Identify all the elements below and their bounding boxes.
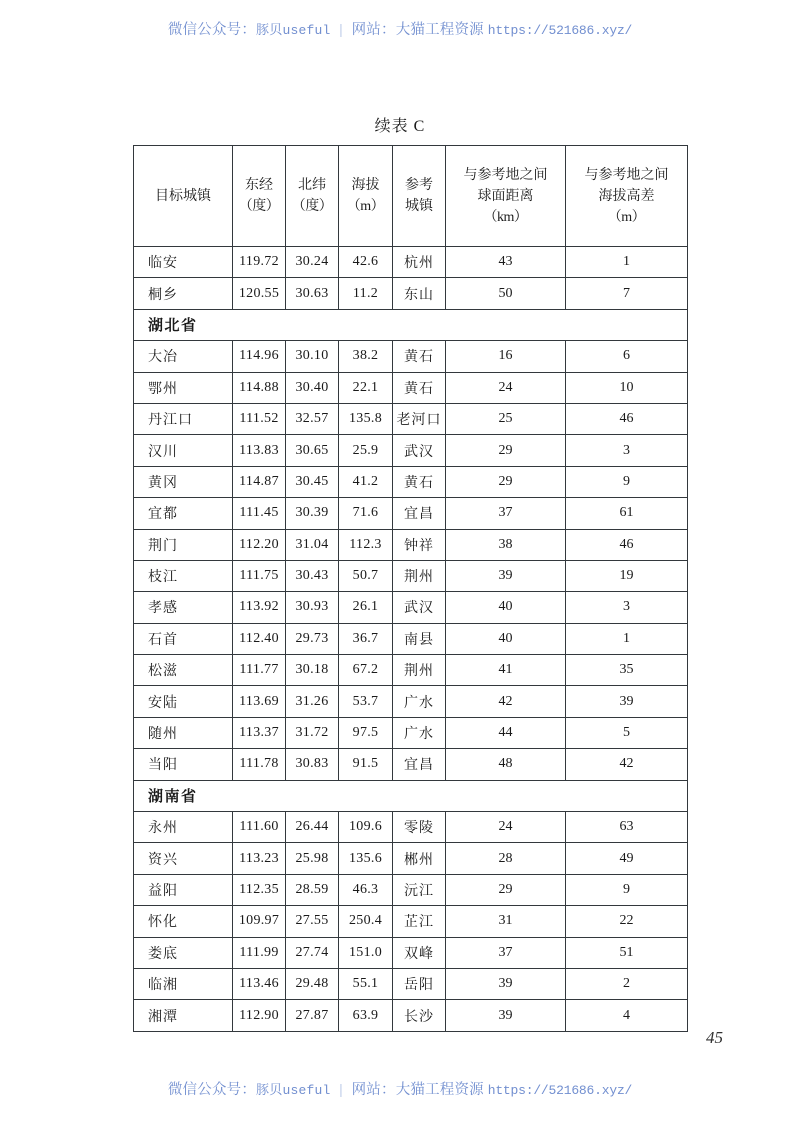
- cell-surface-distance: 31: [446, 906, 566, 937]
- cell-altitude-difference: 35: [566, 655, 688, 686]
- cell-latitude: 25.98: [286, 843, 339, 874]
- cell-latitude: 31.26: [286, 686, 339, 717]
- cell-surface-distance: 16: [446, 341, 566, 372]
- table-row: [134, 937, 688, 968]
- table-row: [134, 843, 688, 874]
- cell-altitude: 55.1: [339, 968, 393, 999]
- cell-reference-city: 杭州: [393, 247, 446, 278]
- col-header-altitude-difference-l3: （m）: [607, 209, 646, 225]
- cell-reference-city: 东山: [393, 278, 446, 309]
- cell-altitude-difference: 7: [566, 278, 688, 309]
- cell-altitude: 250.4: [339, 906, 393, 937]
- col-header-latitude-l2: （度）: [291, 199, 333, 214]
- col-header-longitude: [233, 146, 286, 247]
- cell-altitude: 112.3: [339, 529, 393, 560]
- cell-altitude-difference: 46: [566, 403, 688, 434]
- cell-longitude: 109.97: [233, 906, 286, 937]
- cell-altitude-difference: 63: [566, 812, 688, 843]
- cell-latitude: 30.43: [286, 560, 339, 591]
- table-row: [134, 529, 688, 560]
- cell-target-city: 随州: [134, 717, 233, 748]
- cell-reference-city: 武汉: [393, 592, 446, 623]
- cell-longitude: 111.52: [233, 403, 286, 434]
- cell-altitude-difference: 3: [566, 592, 688, 623]
- cell-altitude: 135.8: [339, 403, 393, 434]
- col-header-altitude: [339, 146, 393, 247]
- cell-reference-city: 黄石: [393, 466, 446, 497]
- cell-latitude: 30.63: [286, 278, 339, 309]
- cell-latitude: 27.74: [286, 937, 339, 968]
- col-header-surface-distance-l2: 球面距离: [477, 188, 534, 204]
- col-header-latitude: [286, 146, 339, 247]
- footer-watermark: [0, 1078, 800, 1099]
- table-title: 续表 C: [374, 118, 426, 135]
- table-row: [134, 592, 688, 623]
- cell-target-city: 娄底: [134, 937, 233, 968]
- cell-longitude: 113.46: [233, 968, 286, 999]
- cell-surface-distance: 40: [446, 623, 566, 654]
- cell-latitude: 30.93: [286, 592, 339, 623]
- cell-surface-distance: 40: [446, 592, 566, 623]
- cell-surface-distance: 29: [446, 874, 566, 905]
- cell-latitude: 30.83: [286, 749, 339, 780]
- cell-longitude: 111.75: [233, 560, 286, 591]
- cell-target-city: 枝江: [134, 560, 233, 591]
- cell-altitude: 11.2: [339, 278, 393, 309]
- cell-target-city: 孝感: [134, 592, 233, 623]
- cell-altitude-difference: 46: [566, 529, 688, 560]
- cell-longitude: 111.99: [233, 937, 286, 968]
- province-header-row: [134, 780, 688, 811]
- cell-latitude: 32.57: [286, 403, 339, 434]
- cell-altitude: 91.5: [339, 749, 393, 780]
- cell-target-city: 桐乡: [134, 278, 233, 309]
- cell-altitude-difference: 61: [566, 498, 688, 529]
- cell-target-city: 怀化: [134, 906, 233, 937]
- header-watermark: [0, 18, 800, 39]
- table-container: [133, 145, 687, 1032]
- cell-reference-city: 广水: [393, 717, 446, 748]
- cell-longitude: 111.45: [233, 498, 286, 529]
- cell-target-city: 鄂州: [134, 372, 233, 403]
- cell-reference-city: 宜昌: [393, 498, 446, 529]
- cell-altitude-difference: 42: [566, 749, 688, 780]
- cell-altitude: 25.9: [339, 435, 393, 466]
- watermark-url: https://521686.xyz/: [487, 1083, 633, 1098]
- cell-altitude: 109.6: [339, 812, 393, 843]
- watermark-separator: |: [339, 1082, 343, 1098]
- cell-altitude: 50.7: [339, 560, 393, 591]
- col-header-reference-city: [393, 146, 446, 247]
- cell-altitude: 22.1: [339, 372, 393, 403]
- cell-altitude-difference: 4: [566, 1000, 688, 1031]
- page-number: 45: [706, 1028, 723, 1047]
- cell-altitude-difference: 9: [566, 466, 688, 497]
- cell-surface-distance: 41: [446, 655, 566, 686]
- cell-latitude: 26.44: [286, 812, 339, 843]
- cell-reference-city: 芷江: [393, 906, 446, 937]
- cell-latitude: 31.04: [286, 529, 339, 560]
- cell-target-city: 临湘: [134, 968, 233, 999]
- cell-longitude: 120.55: [233, 278, 286, 309]
- cell-surface-distance: 37: [446, 937, 566, 968]
- col-header-altitude-difference-l1: 与参考地之间: [584, 167, 669, 183]
- cell-altitude-difference: 22: [566, 906, 688, 937]
- table-row: [134, 623, 688, 654]
- cell-target-city: 石首: [134, 623, 233, 654]
- cell-altitude-difference: 39: [566, 686, 688, 717]
- cell-target-city: 大冶: [134, 341, 233, 372]
- col-header-longitude-l1: 东经: [245, 178, 273, 193]
- cell-reference-city: 老河口: [393, 403, 446, 434]
- table-row: [134, 403, 688, 434]
- col-header-altitude-difference: [566, 146, 688, 247]
- watermark-url: https://521686.xyz/: [487, 23, 633, 38]
- cell-latitude: 30.45: [286, 466, 339, 497]
- watermark-wechat-name: 豚贝useful: [256, 23, 331, 38]
- table-header: [134, 146, 688, 247]
- cell-longitude: 113.69: [233, 686, 286, 717]
- watermark-wechat-label: 微信公众号：: [167, 1082, 257, 1098]
- watermark-site-name: 大猫工程资源: [395, 22, 484, 38]
- cell-altitude-difference: 1: [566, 623, 688, 654]
- cell-altitude-difference: 6: [566, 341, 688, 372]
- watermark-site-name: 大猫工程资源: [395, 1082, 484, 1098]
- cell-longitude: 111.60: [233, 812, 286, 843]
- cell-longitude: 113.23: [233, 843, 286, 874]
- col-header-surface-distance: [446, 146, 566, 247]
- watermark-separator: |: [339, 22, 343, 38]
- cell-longitude: 114.87: [233, 466, 286, 497]
- cell-reference-city: 荆州: [393, 560, 446, 591]
- cell-target-city: 汉川: [134, 435, 233, 466]
- cell-latitude: 30.10: [286, 341, 339, 372]
- cell-longitude: 119.72: [233, 247, 286, 278]
- cell-reference-city: 长沙: [393, 1000, 446, 1031]
- watermark-wechat-name: 豚贝useful: [256, 1083, 331, 1098]
- cell-longitude: 113.37: [233, 717, 286, 748]
- cell-latitude: 29.73: [286, 623, 339, 654]
- cell-altitude-difference: 3: [566, 435, 688, 466]
- watermark-site-label: 网站：: [351, 22, 396, 38]
- province-header-row: [134, 309, 688, 340]
- cell-target-city: 资兴: [134, 843, 233, 874]
- cell-surface-distance: 39: [446, 968, 566, 999]
- cell-altitude-difference: 5: [566, 717, 688, 748]
- table-row: [134, 874, 688, 905]
- cell-latitude: 30.39: [286, 498, 339, 529]
- cell-longitude: 113.83: [233, 435, 286, 466]
- cell-target-city: 安陆: [134, 686, 233, 717]
- table-row: [134, 686, 688, 717]
- cell-target-city: 丹江口: [134, 403, 233, 434]
- cell-reference-city: 广水: [393, 686, 446, 717]
- table-row: [134, 278, 688, 309]
- cell-reference-city: 双峰: [393, 937, 446, 968]
- cell-reference-city: 沅江: [393, 874, 446, 905]
- cell-latitude: 30.65: [286, 435, 339, 466]
- col-header-altitude-l1: 海拔: [351, 178, 380, 193]
- cell-altitude: 26.1: [339, 592, 393, 623]
- cell-altitude: 36.7: [339, 623, 393, 654]
- cell-target-city: 荆门: [134, 529, 233, 560]
- cell-reference-city: 郴州: [393, 843, 446, 874]
- cell-reference-city: 宜昌: [393, 749, 446, 780]
- cell-target-city: 益阳: [134, 874, 233, 905]
- table-row: [134, 560, 688, 591]
- cell-reference-city: 南县: [393, 623, 446, 654]
- cell-latitude: 29.48: [286, 968, 339, 999]
- table-row: [134, 655, 688, 686]
- cell-latitude: 28.59: [286, 874, 339, 905]
- table-row: [134, 906, 688, 937]
- cell-longitude: 111.78: [233, 749, 286, 780]
- cell-surface-distance: 25: [446, 403, 566, 434]
- province-name: 湖北省: [134, 309, 688, 340]
- cell-surface-distance: 48: [446, 749, 566, 780]
- table-row: [134, 498, 688, 529]
- cell-longitude: 112.20: [233, 529, 286, 560]
- cell-reference-city: 荆州: [393, 655, 446, 686]
- cell-surface-distance: 44: [446, 717, 566, 748]
- cell-surface-distance: 28: [446, 843, 566, 874]
- table-row: [134, 247, 688, 278]
- cell-longitude: 111.77: [233, 655, 286, 686]
- cell-altitude-difference: 10: [566, 372, 688, 403]
- cell-surface-distance: 38: [446, 529, 566, 560]
- cell-reference-city: 钟祥: [393, 529, 446, 560]
- cell-surface-distance: 43: [446, 247, 566, 278]
- col-header-altitude-l2: （m）: [346, 199, 385, 214]
- cell-reference-city: 岳阳: [393, 968, 446, 999]
- col-header-latitude-l1: 北纬: [298, 178, 326, 193]
- col-header-reference-city-l1: 参考: [405, 178, 433, 193]
- cell-longitude: 114.88: [233, 372, 286, 403]
- table-row: [134, 968, 688, 999]
- cell-altitude: 97.5: [339, 717, 393, 748]
- cell-altitude: 135.6: [339, 843, 393, 874]
- cell-altitude: 46.3: [339, 874, 393, 905]
- cell-latitude: 27.55: [286, 906, 339, 937]
- cell-altitude: 71.6: [339, 498, 393, 529]
- cell-longitude: 114.96: [233, 341, 286, 372]
- cell-target-city: 黄冈: [134, 466, 233, 497]
- watermark-wechat-label: 微信公众号：: [167, 22, 257, 38]
- cell-altitude: 38.2: [339, 341, 393, 372]
- cell-altitude: 42.6: [339, 247, 393, 278]
- cell-latitude: 31.72: [286, 717, 339, 748]
- cell-latitude: 30.24: [286, 247, 339, 278]
- cell-longitude: 112.40: [233, 623, 286, 654]
- table-row: [134, 372, 688, 403]
- table-row: [134, 435, 688, 466]
- col-header-surface-distance-l3: （km）: [483, 209, 528, 225]
- col-header-reference-city-l2: 城镇: [405, 199, 433, 214]
- cell-surface-distance: 29: [446, 435, 566, 466]
- cell-altitude: 53.7: [339, 686, 393, 717]
- table-row: [134, 717, 688, 748]
- cell-altitude-difference: 51: [566, 937, 688, 968]
- cell-altitude: 41.2: [339, 466, 393, 497]
- cell-longitude: 112.90: [233, 1000, 286, 1031]
- col-header-target-city-text: 目标城镇: [155, 188, 211, 204]
- cell-surface-distance: 24: [446, 812, 566, 843]
- cell-altitude: 151.0: [339, 937, 393, 968]
- table-row: [134, 341, 688, 372]
- cell-reference-city: 零陵: [393, 812, 446, 843]
- cell-surface-distance: 24: [446, 372, 566, 403]
- cell-reference-city: 黄石: [393, 341, 446, 372]
- table-body: [134, 247, 688, 1032]
- cell-altitude-difference: 9: [566, 874, 688, 905]
- col-header-target-city: [134, 146, 233, 247]
- table-row: [134, 466, 688, 497]
- cell-longitude: 113.92: [233, 592, 286, 623]
- cell-altitude: 63.9: [339, 1000, 393, 1031]
- cell-longitude: 112.35: [233, 874, 286, 905]
- province-name: 湖南省: [134, 780, 688, 811]
- appendix-table: [133, 145, 688, 1032]
- cell-reference-city: 黄石: [393, 372, 446, 403]
- cell-target-city: 松滋: [134, 655, 233, 686]
- cell-target-city: 宜都: [134, 498, 233, 529]
- cell-target-city: 当阳: [134, 749, 233, 780]
- cell-surface-distance: 50: [446, 278, 566, 309]
- cell-target-city: 临安: [134, 247, 233, 278]
- table-row: [134, 1000, 688, 1031]
- cell-altitude-difference: 2: [566, 968, 688, 999]
- table-header-row: [134, 146, 688, 247]
- col-header-longitude-l2: （度）: [238, 199, 280, 214]
- cell-surface-distance: 37: [446, 498, 566, 529]
- cell-surface-distance: 29: [446, 466, 566, 497]
- col-header-surface-distance-l1: 与参考地之间: [463, 167, 548, 183]
- table-row: [134, 812, 688, 843]
- cell-surface-distance: 39: [446, 560, 566, 591]
- cell-target-city: 永州: [134, 812, 233, 843]
- cell-reference-city: 武汉: [393, 435, 446, 466]
- cell-latitude: 27.87: [286, 1000, 339, 1031]
- table-row: [134, 749, 688, 780]
- cell-latitude: 30.40: [286, 372, 339, 403]
- cell-altitude-difference: 19: [566, 560, 688, 591]
- cell-altitude: 67.2: [339, 655, 393, 686]
- cell-latitude: 30.18: [286, 655, 339, 686]
- cell-target-city: 湘潭: [134, 1000, 233, 1031]
- col-header-altitude-difference-l2: 海拔高差: [598, 188, 655, 204]
- cell-altitude-difference: 49: [566, 843, 688, 874]
- cell-surface-distance: 39: [446, 1000, 566, 1031]
- cell-surface-distance: 42: [446, 686, 566, 717]
- cell-altitude-difference: 1: [566, 247, 688, 278]
- watermark-site-label: 网站：: [351, 1082, 396, 1098]
